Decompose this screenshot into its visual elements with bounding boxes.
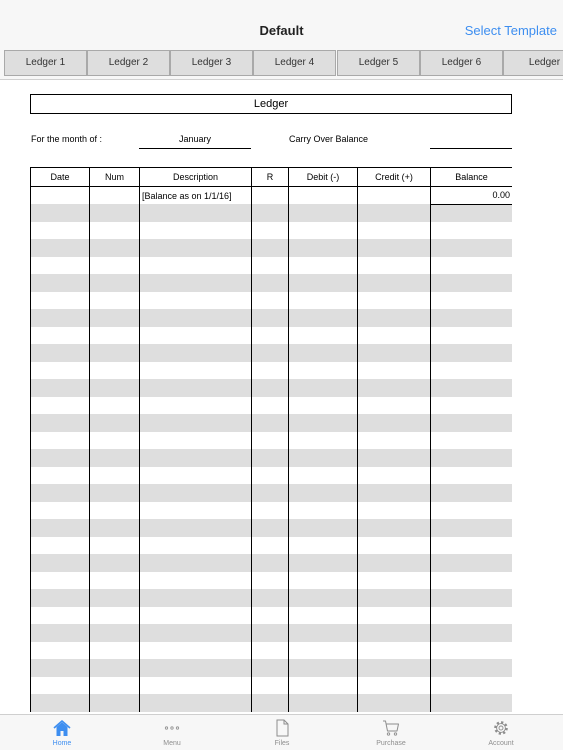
cart-icon	[382, 719, 400, 737]
credit-cell[interactable]	[358, 484, 431, 502]
table-row	[31, 537, 513, 555]
description-cell[interactable]	[140, 257, 252, 275]
credit-cell[interactable]	[358, 274, 431, 292]
debit-cell[interactable]	[289, 589, 358, 607]
date-cell[interactable]	[31, 187, 90, 205]
debit-cell[interactable]	[289, 362, 358, 380]
tab-ledger-7[interactable]: Ledger	[503, 50, 563, 76]
debit-cell[interactable]	[289, 397, 358, 415]
description-cell[interactable]: [Balance as on 1/1/16]	[140, 187, 252, 205]
date-cell[interactable]	[31, 414, 90, 432]
debit-cell[interactable]	[289, 344, 358, 362]
num-cell[interactable]	[90, 187, 140, 205]
credit-cell[interactable]	[358, 204, 431, 222]
description-cell[interactable]	[140, 449, 252, 467]
tab-ledger-6[interactable]: Ledger 6	[420, 50, 503, 76]
debit-cell[interactable]	[289, 467, 358, 485]
description-cell[interactable]	[140, 589, 252, 607]
date-cell[interactable]	[31, 274, 90, 292]
r-cell[interactable]	[252, 187, 289, 205]
balance-cell[interactable]	[431, 379, 513, 397]
tabbar-label-account: Account	[488, 740, 514, 747]
balance-cell[interactable]	[431, 624, 513, 642]
num-cell[interactable]	[90, 309, 140, 327]
r-cell[interactable]	[252, 274, 289, 292]
debit-cell[interactable]	[289, 607, 358, 625]
table-row	[31, 379, 513, 397]
credit-cell[interactable]	[358, 397, 431, 415]
tabbar-label-files: Files	[274, 740, 290, 747]
column-header-description: Description	[140, 168, 252, 187]
balance-cell[interactable]	[431, 642, 513, 660]
table-row	[31, 642, 513, 660]
description-cell[interactable]	[140, 222, 252, 240]
credit-cell[interactable]	[358, 659, 431, 677]
num-cell[interactable]	[90, 397, 140, 415]
r-cell[interactable]	[252, 432, 289, 450]
description-cell[interactable]	[140, 204, 252, 222]
date-cell[interactable]	[31, 344, 90, 362]
r-cell[interactable]	[252, 554, 289, 572]
table-row	[31, 257, 513, 275]
credit-cell[interactable]	[358, 432, 431, 450]
r-cell[interactable]	[252, 222, 289, 240]
num-cell[interactable]	[90, 449, 140, 467]
table-row	[31, 607, 513, 625]
description-cell[interactable]	[140, 519, 252, 537]
table-row	[31, 432, 513, 450]
debit-cell[interactable]	[289, 537, 358, 555]
num-cell[interactable]	[90, 519, 140, 537]
date-cell[interactable]	[31, 327, 90, 345]
r-cell[interactable]	[252, 379, 289, 397]
ledger-table-container	[30, 167, 512, 714]
balance-cell[interactable]	[431, 607, 513, 625]
debit-cell[interactable]	[289, 519, 358, 537]
description-cell[interactable]	[140, 414, 252, 432]
table-row	[31, 222, 513, 240]
debit-cell[interactable]	[289, 677, 358, 695]
date-cell[interactable]	[31, 379, 90, 397]
balance-cell[interactable]	[431, 257, 513, 275]
balance-cell[interactable]	[431, 659, 513, 677]
home-icon	[53, 719, 71, 737]
page-title: Default	[259, 23, 304, 38]
month-field[interactable]: January	[139, 134, 251, 149]
num-cell[interactable]	[90, 239, 140, 257]
description-cell[interactable]	[140, 379, 252, 397]
date-cell[interactable]	[31, 502, 90, 520]
date-cell[interactable]	[31, 554, 90, 572]
ledger-table	[30, 167, 512, 712]
num-cell[interactable]	[90, 694, 140, 712]
r-cell[interactable]	[252, 537, 289, 555]
r-cell[interactable]	[252, 589, 289, 607]
credit-cell[interactable]	[358, 449, 431, 467]
ellipsis-icon	[163, 719, 181, 737]
credit-cell[interactable]	[358, 239, 431, 257]
num-cell[interactable]	[90, 274, 140, 292]
credit-cell[interactable]	[358, 642, 431, 660]
balance-cell[interactable]	[431, 397, 513, 415]
balance-cell[interactable]: 0.00	[431, 187, 513, 205]
description-cell[interactable]	[140, 239, 252, 257]
r-cell[interactable]	[252, 677, 289, 695]
table-row	[31, 362, 513, 380]
r-cell[interactable]	[252, 414, 289, 432]
table-row	[31, 519, 513, 537]
date-cell[interactable]	[31, 642, 90, 660]
tab-ledger-4[interactable]: Ledger 4	[253, 50, 336, 76]
ledger-table-body	[31, 187, 513, 712]
balance-cell[interactable]	[431, 414, 513, 432]
debit-cell[interactable]	[289, 292, 358, 310]
r-cell[interactable]	[252, 502, 289, 520]
date-cell[interactable]	[31, 467, 90, 485]
debit-cell[interactable]	[289, 624, 358, 642]
r-cell[interactable]	[252, 467, 289, 485]
credit-cell[interactable]	[358, 187, 431, 205]
table-header-row	[31, 168, 513, 187]
num-cell[interactable]	[90, 659, 140, 677]
debit-cell[interactable]	[289, 554, 358, 572]
credit-cell[interactable]	[358, 677, 431, 695]
table-row	[31, 589, 513, 607]
table-row	[31, 397, 513, 415]
debit-cell[interactable]	[289, 572, 358, 590]
r-cell[interactable]	[252, 327, 289, 345]
num-cell[interactable]	[90, 362, 140, 380]
tab-ledger-1[interactable]: Ledger 1	[4, 50, 87, 76]
table-row	[31, 572, 513, 590]
date-cell[interactable]	[31, 519, 90, 537]
tabbar-label-home: Home	[52, 740, 72, 747]
r-cell[interactable]	[252, 449, 289, 467]
debit-cell[interactable]	[289, 379, 358, 397]
date-cell[interactable]	[31, 694, 90, 712]
balance-cell[interactable]	[431, 204, 513, 222]
balance-cell[interactable]	[431, 449, 513, 467]
date-cell[interactable]	[31, 659, 90, 677]
description-cell[interactable]	[140, 642, 252, 660]
credit-cell[interactable]	[358, 292, 431, 310]
r-cell[interactable]	[252, 309, 289, 327]
credit-cell[interactable]	[358, 572, 431, 590]
table-row	[31, 467, 513, 485]
tabbar-item-files[interactable]	[226, 715, 338, 750]
date-cell[interactable]	[31, 362, 90, 380]
balance-cell[interactable]	[431, 572, 513, 590]
r-cell[interactable]	[252, 292, 289, 310]
r-cell[interactable]	[252, 642, 289, 660]
balance-cell[interactable]	[431, 362, 513, 380]
column-header-balance: Balance	[431, 168, 513, 187]
credit-cell[interactable]	[358, 379, 431, 397]
credit-cell[interactable]	[358, 694, 431, 712]
balance-cell[interactable]	[431, 589, 513, 607]
tabbar-label-menu: Menu	[163, 740, 181, 747]
gear-icon	[492, 719, 510, 737]
r-cell[interactable]	[252, 397, 289, 415]
balance-cell[interactable]	[431, 292, 513, 310]
tabbar-label-purchase: Purchase	[376, 740, 406, 747]
date-cell[interactable]	[31, 222, 90, 240]
description-cell[interactable]	[140, 397, 252, 415]
r-cell[interactable]	[252, 204, 289, 222]
carry-over-field[interactable]	[430, 134, 512, 149]
num-cell[interactable]	[90, 572, 140, 590]
balance-cell[interactable]	[431, 677, 513, 695]
balance-cell[interactable]	[431, 484, 513, 502]
table-row	[31, 694, 513, 712]
description-cell[interactable]	[140, 484, 252, 502]
r-cell[interactable]	[252, 607, 289, 625]
balance-cell[interactable]	[431, 239, 513, 257]
table-row	[31, 414, 513, 432]
credit-cell[interactable]	[358, 467, 431, 485]
column-header-credit: Credit (+)	[358, 168, 431, 187]
description-cell[interactable]	[140, 607, 252, 625]
description-cell[interactable]	[140, 659, 252, 677]
table-row	[31, 449, 513, 467]
ledger-title: Ledger	[30, 94, 512, 114]
date-cell[interactable]	[31, 624, 90, 642]
carry-over-label: Carry Over Balance	[289, 134, 369, 144]
description-cell[interactable]	[140, 344, 252, 362]
balance-cell[interactable]	[431, 519, 513, 537]
balance-cell[interactable]	[431, 309, 513, 327]
num-cell[interactable]	[90, 204, 140, 222]
ledger-tab-strip	[0, 47, 563, 80]
tab-ledger-2[interactable]: Ledger 2	[87, 50, 170, 76]
tabbar-item-purchase[interactable]	[335, 715, 447, 750]
table-row	[31, 204, 513, 222]
num-cell[interactable]	[90, 642, 140, 660]
description-cell[interactable]	[140, 694, 252, 712]
date-cell[interactable]	[31, 309, 90, 327]
debit-cell[interactable]	[289, 449, 358, 467]
balance-cell[interactable]	[431, 554, 513, 572]
r-cell[interactable]	[252, 362, 289, 380]
debit-cell[interactable]	[289, 484, 358, 502]
navigation-bar	[0, 0, 563, 47]
credit-cell[interactable]	[358, 362, 431, 380]
debit-cell[interactable]	[289, 309, 358, 327]
credit-cell[interactable]	[358, 624, 431, 642]
table-row	[31, 502, 513, 520]
r-cell[interactable]	[252, 519, 289, 537]
description-cell[interactable]	[140, 327, 252, 345]
debit-cell[interactable]	[289, 694, 358, 712]
num-cell[interactable]	[90, 502, 140, 520]
credit-cell[interactable]	[358, 607, 431, 625]
balance-cell[interactable]	[431, 274, 513, 292]
date-cell[interactable]	[31, 537, 90, 555]
debit-cell[interactable]	[289, 327, 358, 345]
description-cell[interactable]	[140, 432, 252, 450]
balance-cell[interactable]	[431, 432, 513, 450]
r-cell[interactable]	[252, 484, 289, 502]
r-cell[interactable]	[252, 344, 289, 362]
date-cell[interactable]	[31, 204, 90, 222]
balance-cell[interactable]	[431, 694, 513, 712]
credit-cell[interactable]	[358, 414, 431, 432]
credit-cell[interactable]	[358, 554, 431, 572]
num-cell[interactable]	[90, 222, 140, 240]
table-row	[31, 309, 513, 327]
table-row	[31, 292, 513, 310]
description-cell[interactable]	[140, 537, 252, 555]
select-template-button[interactable]: Select Template	[464, 23, 557, 38]
tab-ledger-5[interactable]: Ledger 5	[337, 50, 420, 76]
num-cell[interactable]	[90, 677, 140, 695]
credit-cell[interactable]	[358, 502, 431, 520]
date-cell[interactable]	[31, 257, 90, 275]
num-cell[interactable]	[90, 257, 140, 275]
description-cell[interactable]	[140, 572, 252, 590]
table-row	[31, 274, 513, 292]
column-header-r: R	[252, 168, 289, 187]
description-cell[interactable]	[140, 274, 252, 292]
num-cell[interactable]	[90, 467, 140, 485]
debit-cell[interactable]	[289, 274, 358, 292]
debit-cell[interactable]	[289, 432, 358, 450]
num-cell[interactable]	[90, 589, 140, 607]
r-cell[interactable]	[252, 694, 289, 712]
file-icon	[273, 719, 291, 737]
balance-cell[interactable]	[431, 327, 513, 345]
tabbar-item-account[interactable]	[445, 715, 557, 750]
date-cell[interactable]	[31, 449, 90, 467]
num-cell[interactable]	[90, 414, 140, 432]
credit-cell[interactable]	[358, 309, 431, 327]
table-row	[31, 624, 513, 642]
table-row	[31, 187, 513, 205]
column-header-debit: Debit (-)	[289, 168, 358, 187]
date-cell[interactable]	[31, 677, 90, 695]
num-cell[interactable]	[90, 537, 140, 555]
debit-cell[interactable]	[289, 187, 358, 205]
date-cell[interactable]	[31, 397, 90, 415]
month-label: For the month of :	[31, 134, 103, 144]
credit-cell[interactable]	[358, 589, 431, 607]
num-cell[interactable]	[90, 554, 140, 572]
balance-cell[interactable]	[431, 502, 513, 520]
date-cell[interactable]	[31, 239, 90, 257]
column-header-num: Num	[90, 168, 140, 187]
r-cell[interactable]	[252, 572, 289, 590]
debit-cell[interactable]	[289, 659, 358, 677]
debit-cell[interactable]	[289, 414, 358, 432]
num-cell[interactable]	[90, 379, 140, 397]
date-cell[interactable]	[31, 607, 90, 625]
debit-cell[interactable]	[289, 239, 358, 257]
description-cell[interactable]	[140, 502, 252, 520]
num-cell[interactable]	[90, 292, 140, 310]
tab-ledger-3[interactable]: Ledger 3	[170, 50, 253, 76]
balance-cell[interactable]	[431, 344, 513, 362]
num-cell[interactable]	[90, 344, 140, 362]
r-cell[interactable]	[252, 624, 289, 642]
credit-cell[interactable]	[358, 327, 431, 345]
num-cell[interactable]	[90, 432, 140, 450]
credit-cell[interactable]	[358, 519, 431, 537]
table-row	[31, 677, 513, 695]
credit-cell[interactable]	[358, 537, 431, 555]
column-header-date: Date	[31, 168, 90, 187]
r-cell[interactable]	[252, 239, 289, 257]
debit-cell[interactable]	[289, 257, 358, 275]
num-cell[interactable]	[90, 484, 140, 502]
table-row	[31, 344, 513, 362]
description-cell[interactable]	[140, 554, 252, 572]
description-cell[interactable]	[140, 677, 252, 695]
date-cell[interactable]	[31, 589, 90, 607]
table-row	[31, 239, 513, 257]
date-cell[interactable]	[31, 484, 90, 502]
debit-cell[interactable]	[289, 642, 358, 660]
credit-cell[interactable]	[358, 344, 431, 362]
debit-cell[interactable]	[289, 222, 358, 240]
table-row	[31, 554, 513, 572]
description-cell[interactable]	[140, 624, 252, 642]
description-cell[interactable]	[140, 467, 252, 485]
table-row	[31, 659, 513, 677]
description-cell[interactable]	[140, 292, 252, 310]
date-cell[interactable]	[31, 292, 90, 310]
tabbar-item-menu[interactable]	[116, 715, 228, 750]
date-cell[interactable]	[31, 572, 90, 590]
num-cell[interactable]	[90, 607, 140, 625]
description-cell[interactable]	[140, 309, 252, 327]
r-cell[interactable]	[252, 659, 289, 677]
credit-cell[interactable]	[358, 257, 431, 275]
num-cell[interactable]	[90, 327, 140, 345]
bottom-tab-bar	[0, 714, 563, 750]
balance-cell[interactable]	[431, 222, 513, 240]
r-cell[interactable]	[252, 257, 289, 275]
table-row	[31, 327, 513, 345]
balance-cell[interactable]	[431, 467, 513, 485]
debit-cell[interactable]	[289, 204, 358, 222]
description-cell[interactable]	[140, 362, 252, 380]
date-cell[interactable]	[31, 432, 90, 450]
debit-cell[interactable]	[289, 502, 358, 520]
tabbar-item-home[interactable]	[6, 715, 118, 750]
table-row	[31, 484, 513, 502]
num-cell[interactable]	[90, 624, 140, 642]
credit-cell[interactable]	[358, 222, 431, 240]
balance-cell[interactable]	[431, 537, 513, 555]
